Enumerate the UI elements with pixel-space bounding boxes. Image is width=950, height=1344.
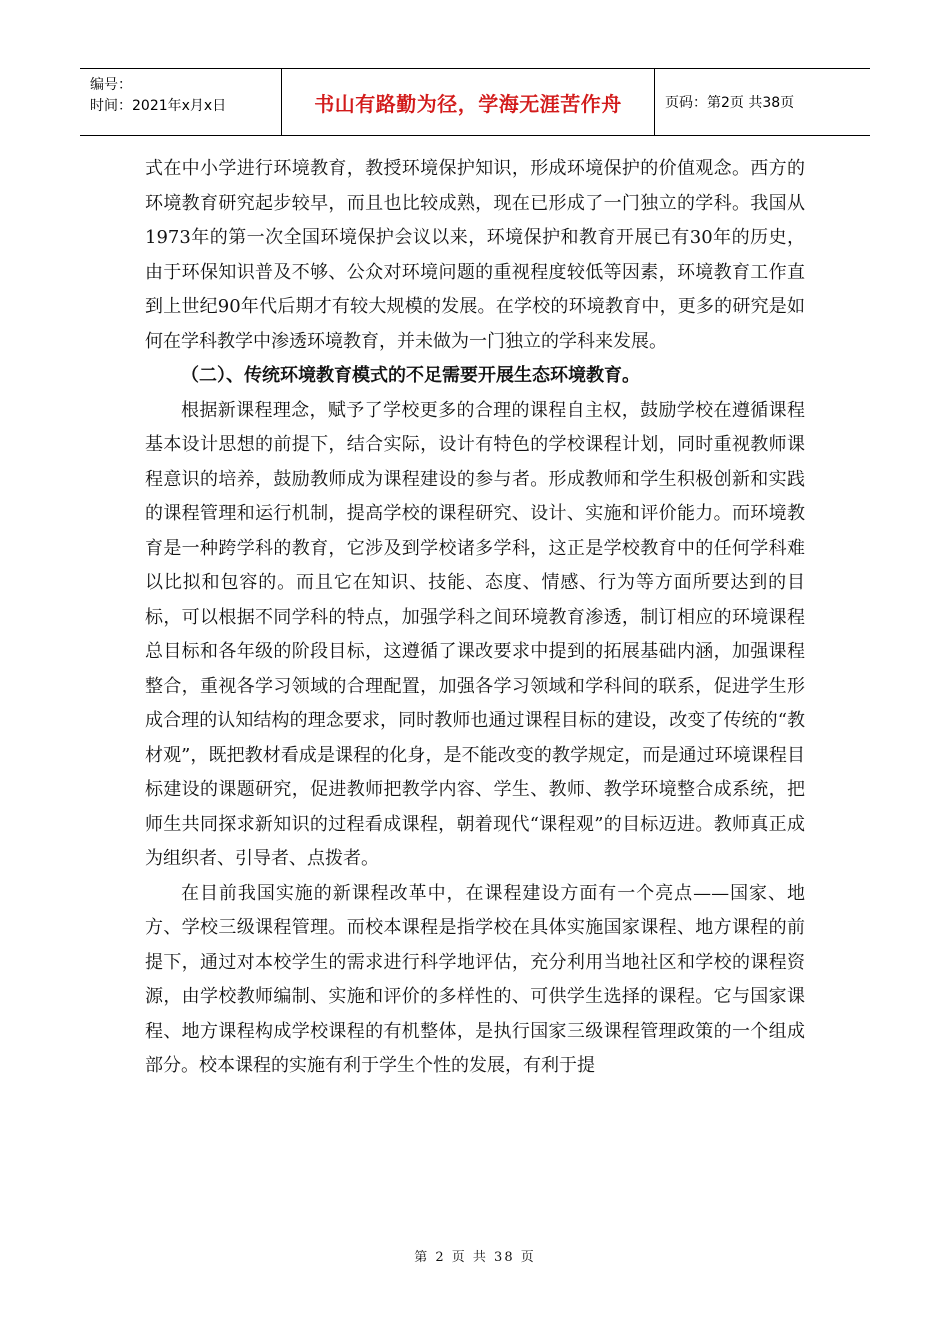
page-footer: 第 2 页 共 38 页 [414,1250,536,1265]
document-time: 时间：2021年x月x日 [90,98,227,114]
header-page-info: 页码：第2页 共38页 [665,95,795,111]
paragraph: 根据新课程理念，赋予了学校更多的合理的课程自主权，鼓励学校在遵循课程基本设计思想的前提下，结合实际，设计有特色的学校课程计划，同时重视教师课程意识的培养，鼓励教师成为课程建设的参与者。形成教师和学生积极创新和实践的课程管理和运行机制，提高学校的课程研究、设计、实施和评价能力。而环境教育是一种跨学科的教育，它涉及到学校诸多学科，这正是学校教育中的任何学科难以比拟和包容的。而且它在知识、技能、态度、情感、行为等方面所要达到的目标，可以根据不同学科的特点，加强学科之间环境教育渗透，制订相应的环境课程总目标和各年级的阶段目标，这遵循了课改要求中提到的拓展基础内涵，加强课程整合，重视各学习领域的合理配置，加强各学习领域和学科间的联系，促进学生形成合理的认知结构的理念要求，同时教师也通过课程目标的建设，改变了传统的“教材观”，既把教材看成是课程的化身，是不能改变的教学规定，而是通过环境课程目标建设的课题研究，促进教师把教学内容、学生、教师、教学环境整合成系统，把师生共同探求新知识的过程看成课程，朝着现代“课程观”的目标迈进。教师真正成为组织者、引导者、点拨者。 [145,399,805,869]
document-body [145,152,805,1084]
paragraph: 在目前我国实施的新课程改革中，在课程建设方面有一个亮点——国家、地方、学校三级课程管理。而校本课程是指学校在具体实施国家课程、地方课程的前提下，通过对本校学生的需求进行科学地评估，充分利用当地社区和学校的课程资源，由学校教师编制、实施和评价的多样性的、可供学生选择的课程。它与国家课程、地方课程构成学校课程的有机整体，是执行国家三级课程管理政策的一个组成部分。校本课程的实施有利于学生个性的发展，有利于提 [145,882,805,1076]
header-meta [80,69,282,135]
section-heading: （二）、传统环境教育模式的不足需要开展生态环境教育。 [181,365,640,386]
document-number: 编号： [90,77,132,93]
page-header [80,68,870,136]
header-motto: 书山有路勤为径，学海无涯苦作舟 [282,69,655,135]
paragraph-continuation: 式在中小学进行环境教育，教授环境保护知识，形成环境保护的价值观念。西方的环境教育研究起步较早，而且也比较成熟，现在已形成了一门独立的学科。我国从1973年的第一次全国环境保护会议以来，环境保护和教育开展已有30年的历史，由于环保知识普及不够、公众对环境问题的重视程度较低等因素，环境教育工作直到上世纪90年代后期才有较大规模的发展。在学校的环境教育中，更多的研究是如何在学科教学中渗透环境教育，并未做为一门独立的学科来发展。 [145,158,805,352]
